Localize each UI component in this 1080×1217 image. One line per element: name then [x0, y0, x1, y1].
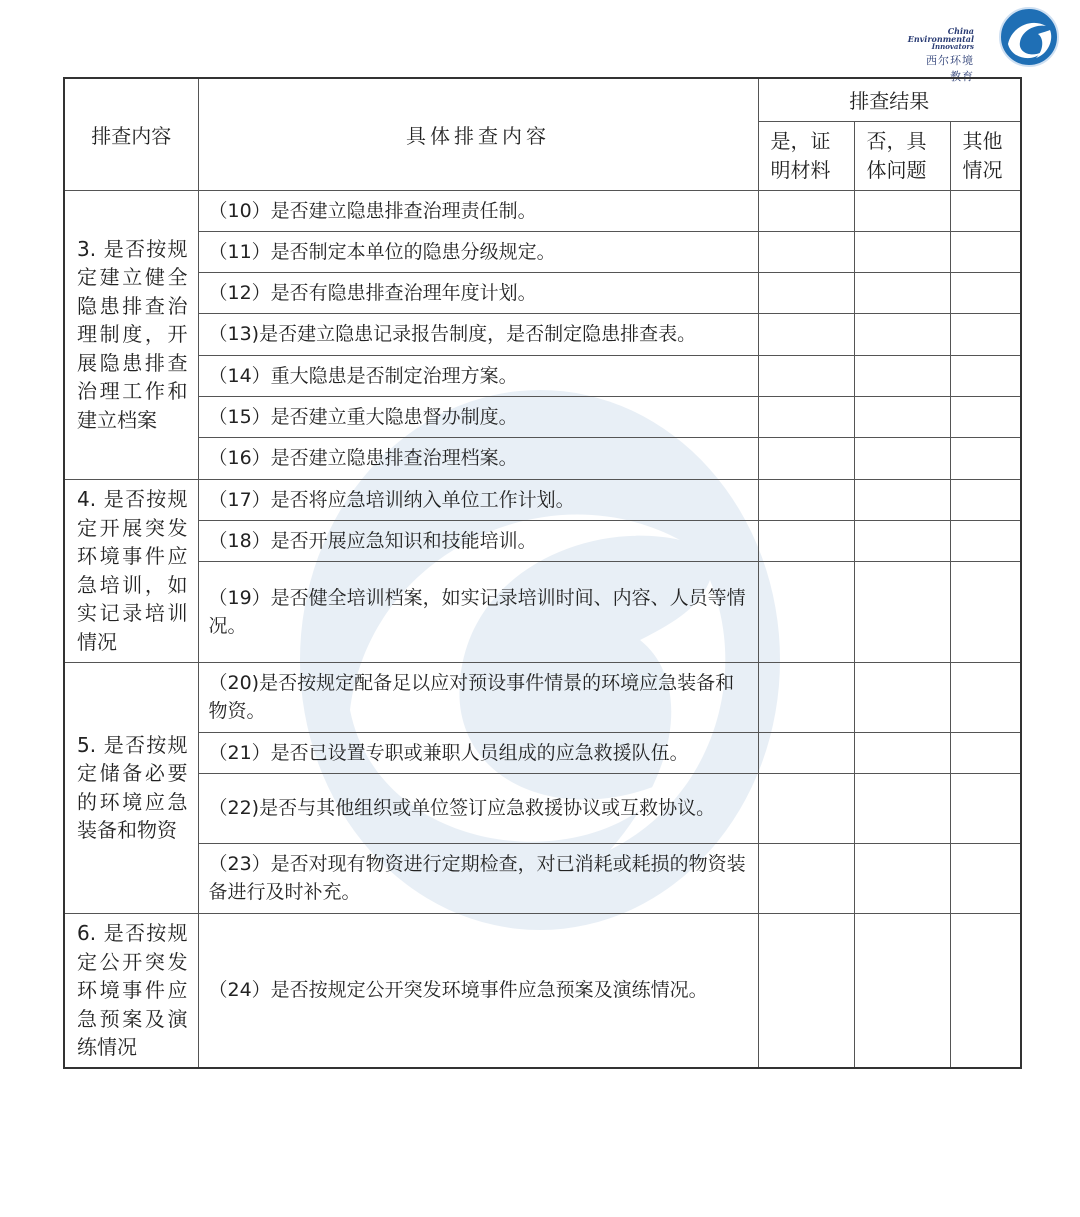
no-cell [854, 773, 950, 843]
no-cell [854, 396, 950, 437]
header-no: 否，具体问题 [854, 121, 950, 190]
header-other: 其他情况 [950, 121, 1021, 190]
no-cell [854, 231, 950, 272]
other-cell [950, 231, 1021, 272]
other-cell [950, 561, 1021, 662]
category-cell: 3. 是否按规定建立健全隐患排查治理制度，开展隐患排查治理工作和建立档案 [64, 190, 198, 479]
other-cell [950, 662, 1021, 732]
no-cell [854, 662, 950, 732]
category-cell: 4. 是否按规定开展突发环境事件应急培训，如实记录培训情况 [64, 479, 198, 662]
category-cell: 5. 是否按规定储备必要的环境应急装备和物资 [64, 662, 198, 913]
yes-cell [758, 272, 854, 313]
item-cell: （20)是否按规定配备足以应对预设事件情景的环境应急装备和物资。 [198, 662, 758, 732]
no-cell [854, 913, 950, 1068]
other-cell [950, 272, 1021, 313]
yes-cell [758, 843, 854, 913]
item-cell: （18）是否开展应急知识和技能培训。 [198, 520, 758, 561]
other-cell [950, 479, 1021, 520]
no-cell [854, 190, 950, 231]
other-cell [950, 396, 1021, 437]
item-cell: （16）是否建立隐患排查治理档案。 [198, 437, 758, 479]
other-cell [950, 732, 1021, 773]
item-cell: （12）是否有隐患排查治理年度计划。 [198, 272, 758, 313]
other-cell [950, 913, 1021, 1068]
logo-swirl-icon [998, 6, 1060, 68]
other-cell [950, 773, 1021, 843]
item-cell: （24）是否按规定公开突发环境事件应急预案及演练情况。 [198, 913, 758, 1068]
category-cell: 6. 是否按规定公开突发环境事件应急预案及演练情况 [64, 913, 198, 1068]
other-cell [950, 843, 1021, 913]
header-category: 排查内容 [64, 78, 198, 190]
other-cell [950, 437, 1021, 479]
no-cell [854, 520, 950, 561]
no-cell [854, 313, 950, 355]
yes-cell [758, 231, 854, 272]
yes-cell [758, 773, 854, 843]
item-cell: （22)是否与其他组织或单位签订应急救援协议或互救协议。 [198, 773, 758, 843]
other-cell [950, 313, 1021, 355]
logo-text-innovators: Innovators [931, 42, 974, 51]
item-cell: （10）是否建立隐患排查治理责任制。 [198, 190, 758, 231]
item-cell: （23）是否对现有物资进行定期检查，对已消耗或耗损的物资装备进行及时补充。 [198, 843, 758, 913]
item-cell: （17）是否将应急培训纳入单位工作计划。 [198, 479, 758, 520]
no-cell [854, 355, 950, 396]
no-cell [854, 843, 950, 913]
yes-cell [758, 190, 854, 231]
yes-cell [758, 355, 854, 396]
other-cell [950, 355, 1021, 396]
other-cell [950, 190, 1021, 231]
header-yes: 是，证明材料 [758, 121, 854, 190]
header-content: 具体排查内容 [198, 78, 758, 190]
no-cell [854, 732, 950, 773]
yes-cell [758, 913, 854, 1068]
logo-text-cn: 西尔环境教育 [926, 54, 974, 83]
yes-cell [758, 313, 854, 355]
item-cell: （21）是否已设置专职或兼职人员组成的应急救援队伍。 [198, 732, 758, 773]
no-cell [854, 561, 950, 662]
no-cell [854, 437, 950, 479]
yes-cell [758, 662, 854, 732]
yes-cell [758, 732, 854, 773]
yes-cell [758, 561, 854, 662]
inspection-table [63, 77, 1022, 1069]
item-cell: （19）是否健全培训档案，如实记录培训时间、内容、人员等情况。 [198, 561, 758, 662]
logo-text-china: China [947, 26, 974, 36]
logo-text-environmental: Environmental [907, 34, 974, 44]
yes-cell [758, 437, 854, 479]
yes-cell [758, 520, 854, 561]
no-cell [854, 479, 950, 520]
item-cell: （11）是否制定本单位的隐患分级规定。 [198, 231, 758, 272]
yes-cell [758, 396, 854, 437]
logo [907, 6, 1060, 83]
no-cell [854, 272, 950, 313]
yes-cell [758, 479, 854, 520]
other-cell [950, 520, 1021, 561]
item-cell: （13)是否建立隐患记录报告制度，是否制定隐患排查表。 [198, 313, 758, 355]
item-cell: （15）是否建立重大隐患督办制度。 [198, 396, 758, 437]
item-cell: （14）重大隐患是否制定治理方案。 [198, 355, 758, 396]
header-result: 排查结果 [758, 78, 1021, 121]
